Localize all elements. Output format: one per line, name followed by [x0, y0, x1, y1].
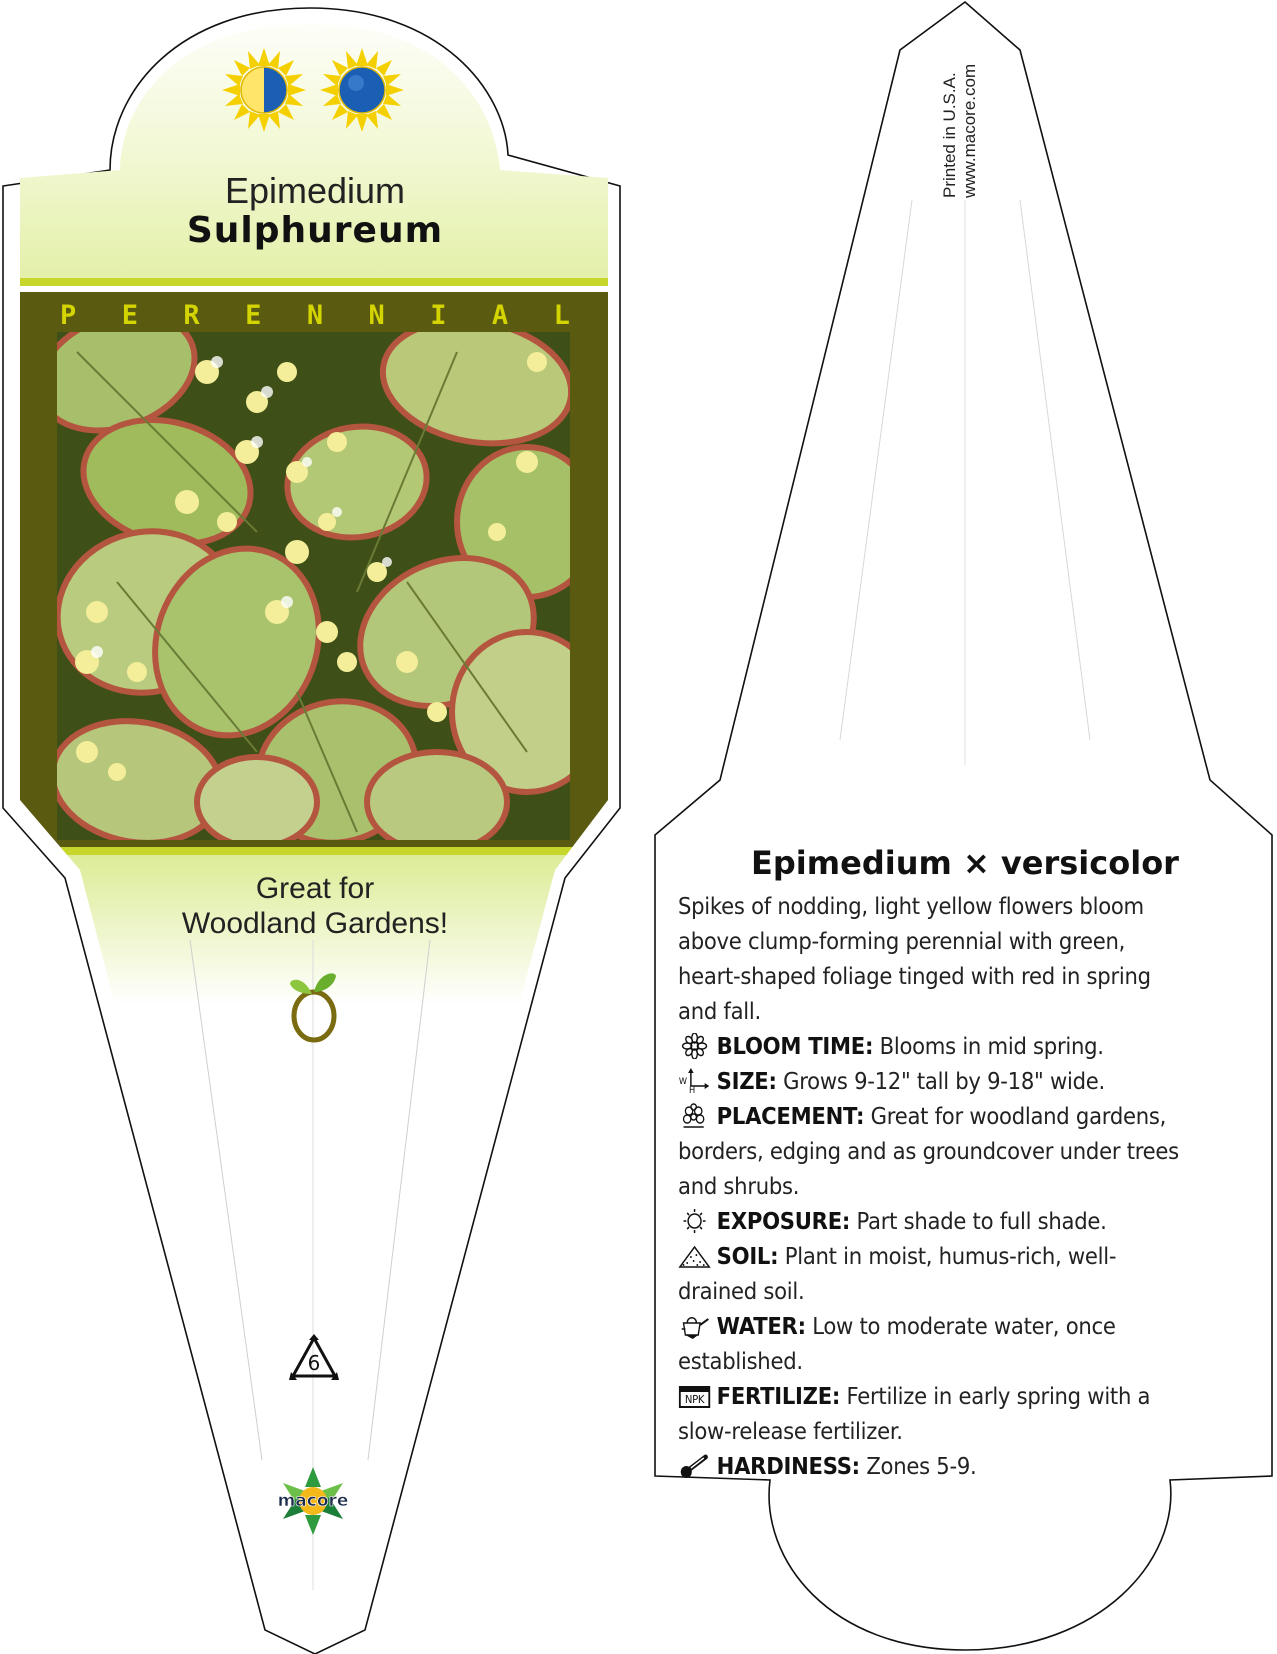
category-letter: E [121, 300, 138, 331]
printed-in: Printed in U.S.A. [940, 72, 959, 198]
svg-text:H: H [689, 1085, 695, 1094]
row-text: Plant in moist, humus-rich, well-drained soil. [678, 1244, 1117, 1305]
row-label: FERTILIZE: [716, 1384, 841, 1410]
description: Spikes of nodding, light yellow flowers bloom above clump-forming perennial with green, heart-shaped foliage tinged with red in spring and fall. [678, 894, 1151, 1025]
sun-outline-icon [678, 1208, 711, 1234]
category-letter: L [553, 300, 570, 331]
sprout-icon [284, 966, 344, 1046]
care-info [678, 890, 1193, 1485]
row-label: SOIL: [716, 1244, 779, 1270]
part-sun-icon [220, 46, 308, 134]
row-text: Blooms in mid spring. [879, 1034, 1104, 1060]
soil-icon [678, 1243, 711, 1269]
row-label: SIZE: [716, 1069, 777, 1095]
thermometer-icon [678, 1453, 711, 1479]
soil-row [678, 1240, 1193, 1310]
size-arrows-icon [678, 1068, 711, 1094]
row-text: Low to moderate water, once established. [678, 1314, 1116, 1375]
bloom-time-row [678, 1030, 1193, 1065]
flower-icon [678, 1033, 711, 1059]
category-letter: P [60, 300, 77, 331]
size-row [678, 1065, 1193, 1100]
genus-name: Epimedium [224, 170, 406, 211]
category-letter: R [183, 300, 200, 331]
row-text: Grows 9-12" tall by 9-18" wide. [783, 1069, 1105, 1095]
placement-row [678, 1100, 1193, 1205]
category-letter: N [368, 300, 385, 331]
fertilize-row [678, 1380, 1193, 1450]
row-label: WATER: [716, 1314, 806, 1340]
row-label: BLOOM TIME: [716, 1034, 874, 1060]
svg-text:W: W [678, 1076, 687, 1088]
category-letter: I [430, 300, 447, 331]
hardiness-row [678, 1450, 1193, 1485]
water-row [678, 1310, 1193, 1380]
species-name: Sulphureum [186, 210, 444, 251]
watering-can-icon [678, 1313, 711, 1339]
botanical-name: Epimedium × versicolor [751, 844, 1179, 882]
macore-logo [270, 1466, 356, 1536]
exposure-row [678, 1205, 1193, 1240]
category-label [60, 300, 570, 332]
category-letter: N [306, 300, 324, 331]
category-letter: A [491, 300, 509, 331]
npk-icon [678, 1383, 711, 1409]
recycle-icon [287, 1334, 341, 1384]
row-text: Zones 5-9. [866, 1454, 977, 1480]
row-label: EXPOSURE: [716, 1209, 851, 1235]
tagline-line2: Woodland Gardens! [181, 907, 449, 940]
row-label: HARDINESS: [716, 1454, 860, 1480]
placement-icon [678, 1103, 711, 1129]
plant-photo [57, 332, 570, 840]
row-text: Great for woodland gardens, borders, edging and as groundcover under trees and shrubs. [678, 1104, 1179, 1200]
website: www.macore.com [960, 63, 979, 198]
full-shade-icon [318, 46, 406, 134]
svg-text:NPK: NPK [684, 1393, 705, 1407]
tagline-line1: Great for [255, 872, 375, 905]
row-label: PLACEMENT: [716, 1104, 865, 1130]
category-letter: E [245, 300, 262, 331]
row-text: Part shade to full shade. [856, 1209, 1107, 1235]
brand-name: macore [277, 1491, 349, 1511]
recycle-number: 6 [307, 1351, 321, 1375]
printed-info [940, 38, 1000, 238]
row-text: Fertilize in early spring with a slow-release fertilizer. [678, 1384, 1151, 1445]
